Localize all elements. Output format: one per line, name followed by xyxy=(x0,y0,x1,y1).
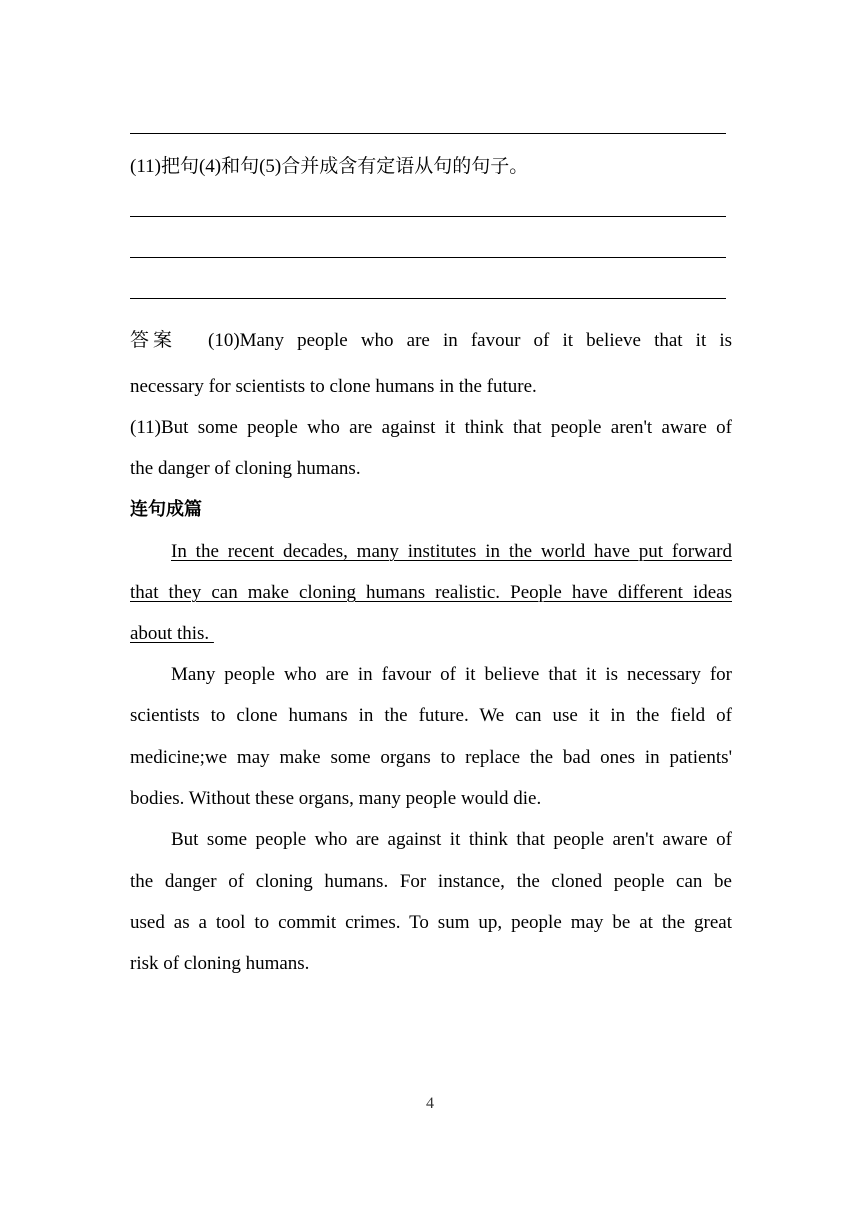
essay-paragraph-2-line: Many people who are in favour of it believe that it is necessary for xyxy=(171,664,732,685)
answer-blank-line xyxy=(130,257,726,258)
answer-blank-line xyxy=(130,133,726,134)
question-11-text: (11)把句(4)和句(5)合并成含有定语从句的句子。 xyxy=(130,156,529,177)
page-number: 4 xyxy=(426,1095,434,1112)
essay-paragraph-3-line: the danger of cloning humans. For instance, the cloned people can be xyxy=(130,871,732,892)
section-heading: 连句成篇 xyxy=(130,499,202,520)
essay-paragraph-2-line: bodies. Without these organs, many people would die. xyxy=(130,788,542,809)
essay-paragraph-3-line: risk of cloning humans. xyxy=(130,953,310,974)
essay-paragraph-2-line: medicine;we may make some organs to replace the bad ones in patients' xyxy=(130,747,732,768)
answer-text: (10)Many people who are in favour of it believe that it is xyxy=(208,330,732,351)
answer-blank-line xyxy=(130,216,726,217)
essay-paragraph-1-line: In the recent decades, many institutes in the world have put forward xyxy=(171,541,732,562)
answer-label: 答案 xyxy=(130,329,177,351)
answer-blank-line xyxy=(130,298,726,299)
answer-text: the danger of cloning humans. xyxy=(130,458,361,479)
essay-paragraph-1-line: about this. xyxy=(130,623,214,644)
answer-text: necessary for scientists to clone humans in the future. xyxy=(130,376,537,397)
essay-paragraph-2-line: scientists to clone humans in the future. We can use it in the field of xyxy=(130,705,732,726)
answer-text: (11)But some people who are against it think that people aren't aware of xyxy=(130,417,732,438)
essay-paragraph-3-line: But some people who are against it think that people aren't aware of xyxy=(171,829,732,850)
answer-line-1 xyxy=(130,327,732,354)
essay-paragraph-3-line: used as a tool to commit crimes. To sum up, people may be at the great xyxy=(130,912,732,933)
essay-paragraph-1-line: that they can make cloning humans realistic. People have different ideas xyxy=(130,582,732,603)
